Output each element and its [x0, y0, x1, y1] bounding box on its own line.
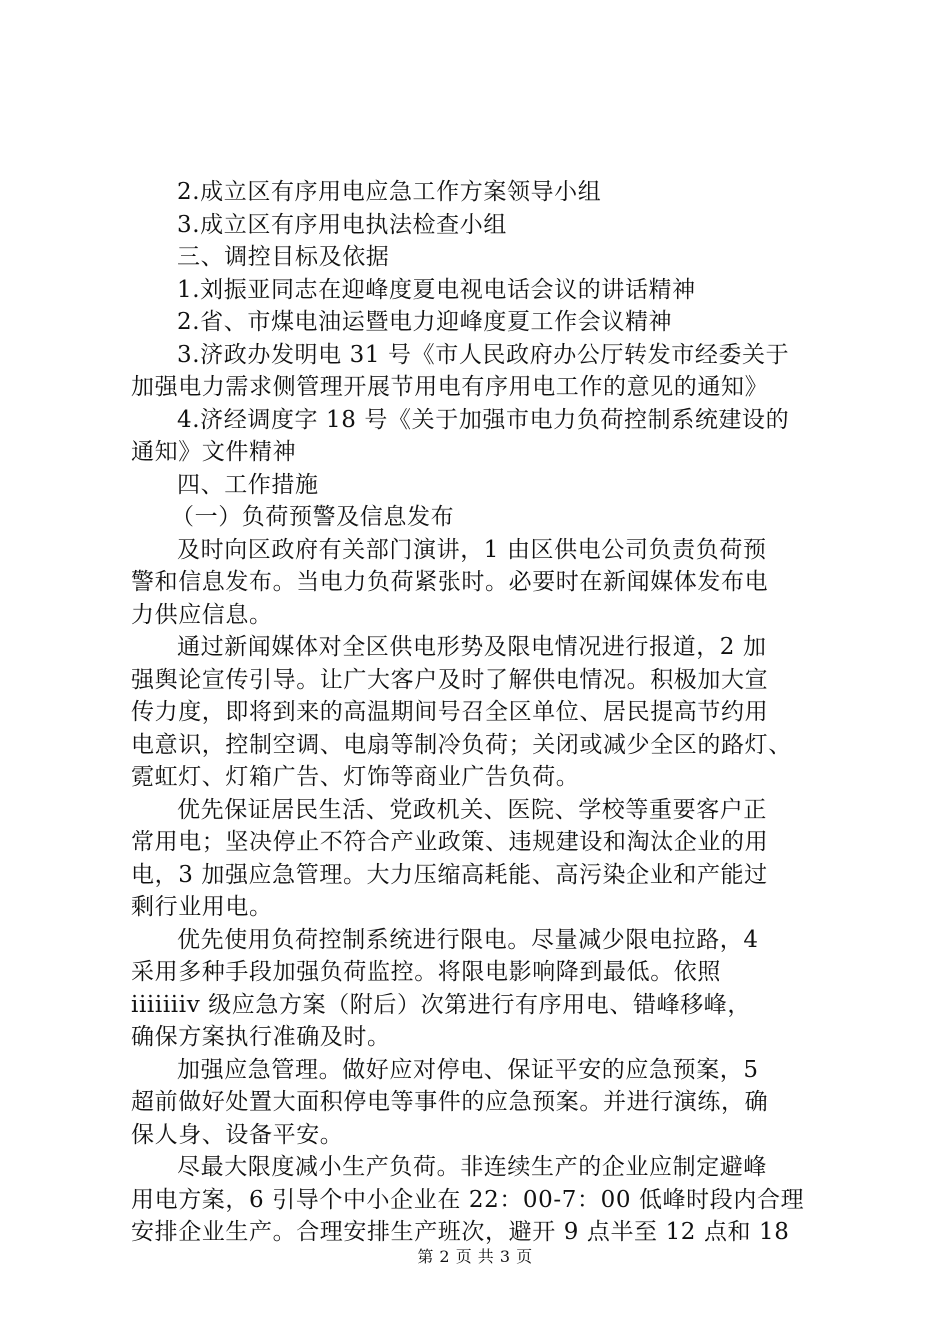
text-line: 3.济政办发明电 31 号《市人民政府办公厅转发市经委关于	[177, 341, 790, 368]
text-line: 电，3 加强应急管理。大力压缩高耗能、高污染企业和产能过	[131, 861, 768, 888]
page-number-footer: 第 2 页 共 3 页	[417, 1247, 533, 1266]
text-line: 优先使用负荷控制系统进行限电。尽量减少限电拉路，4	[177, 926, 759, 953]
text-line: 常用电；坚决停止不符合产业政策、违规建设和淘汰企业的用	[131, 829, 769, 855]
body-text	[131, 176, 831, 1249]
text-line: 加强应急管理。做好应对停电、保证平安的应急预案，5	[177, 1056, 759, 1083]
text-line: 霓虹灯、灯箱广告、灯饰等商业广告负荷。	[131, 764, 580, 790]
text-line: 通过新闻媒体对全区供电形势及限电情况进行报道，2 加	[177, 634, 767, 660]
text-line: 超前做好处置大面积停电等事件的应急预案。并进行演练，确	[131, 1089, 769, 1115]
text-line: 保人身、设备平安。	[131, 1121, 344, 1148]
section-heading: 四、工作措施	[177, 471, 319, 498]
text-line: 采用多种手段加强负荷监控。将限电影响降到最低。依照	[131, 959, 721, 985]
text-line: 电意识，控制空调、电扇等制冷负荷；关闭或减少全区的路灯、	[131, 731, 792, 758]
subsection-heading: （一）负荷预警及信息发布	[171, 504, 455, 530]
text-line: 通知》文件精神	[131, 439, 297, 465]
text-line: 尽最大限度减小生产负荷。非连续生产的企业应制定避峰	[177, 1154, 767, 1180]
text-line: 确保方案执行准确及时。	[131, 1024, 391, 1050]
text-line: iiiiiiiv 级应急方案（附后）次第进行有序用电、错峰移峰，	[131, 991, 751, 1018]
text-line: 警和信息发布。当电力负荷紧张时。必要时在新闻媒体发布电	[131, 569, 769, 595]
text-line: 加强电力需求侧管理开展节用电有序用电工作的意见的通知》	[131, 374, 769, 400]
text-line: 用电方案，6 引导个中小企业在 22：00-7：00 低峰时段内合理	[131, 1186, 805, 1213]
text-line: 力供应信息。	[131, 601, 273, 628]
text-line: 剩行业用电。	[131, 894, 273, 920]
text-line: 2.省、市煤电油运暨电力迎峰度夏工作会议精神	[177, 309, 673, 335]
section-heading: 三、调控目标及依据	[177, 244, 390, 270]
text-line: 及时向区政府有关部门演讲，1 由区供电公司负责负荷预	[177, 536, 767, 563]
text-line: 1.刘振亚同志在迎峰度夏电视电话会议的讲话精神	[177, 276, 696, 303]
text-line: 优先保证居民生活、党政机关、医院、学校等重要客户正	[177, 796, 767, 823]
text-line: 强舆论宣传引导。让广大客户及时了解供电情况。积极加大宣	[131, 666, 769, 693]
text-line: 2.成立区有序用电应急工作方案领导小组	[177, 179, 602, 205]
document-body	[131, 176, 831, 1249]
text-line: 4.济经调度字 18 号《关于加强市电力负荷控制系统建设的	[177, 406, 790, 433]
text-line: 安排企业生产。合理安排生产班次，避开 9 点半至 12 点和 18	[131, 1219, 790, 1245]
text-line: 3.成立区有序用电执法检查小组	[177, 211, 507, 238]
text-line: 传力度，即将到来的高温期间号召全区单位、居民提高节约用	[131, 699, 769, 725]
